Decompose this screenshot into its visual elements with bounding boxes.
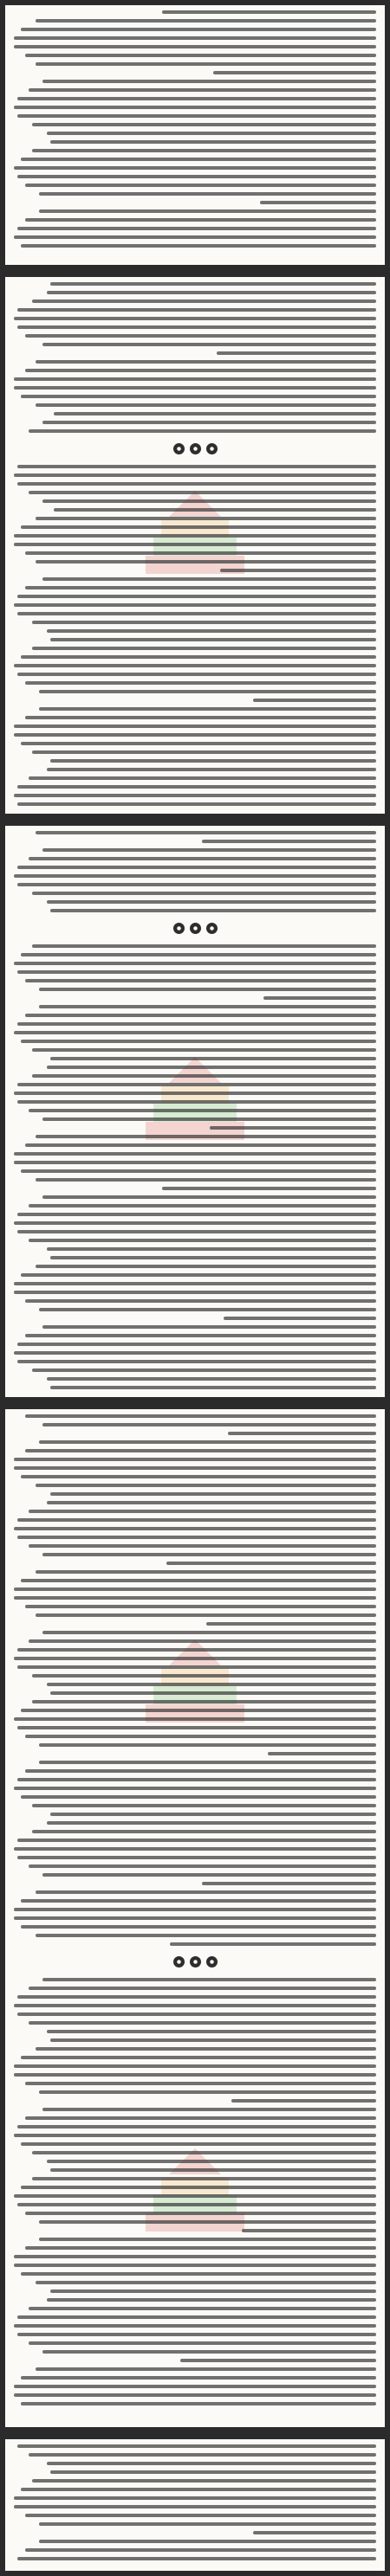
text-line-placeholder <box>32 647 376 650</box>
text-line-placeholder <box>42 848 376 852</box>
text-line-placeholder <box>29 429 376 433</box>
text-line-placeholder <box>14 1152 376 1156</box>
text-line-placeholder <box>32 299 376 303</box>
text-line-placeholder <box>21 2272 376 2276</box>
text-line-placeholder <box>32 1830 376 1833</box>
text-line-placeholder <box>17 970 376 974</box>
text-line-placeholder <box>14 2264 376 2267</box>
text-line-placeholder <box>253 2531 376 2534</box>
text-line-placeholder <box>25 2082 376 2085</box>
ornament-divider <box>173 923 218 934</box>
text-line-placeholder <box>36 2281 376 2284</box>
text-line-placeholder <box>39 2540 376 2543</box>
text-line-placeholder <box>17 2125 376 2128</box>
text-line-placeholder <box>14 2393 376 2397</box>
text-line-placeholder <box>42 343 376 346</box>
text-line-placeholder <box>14 1717 376 1721</box>
text-line-placeholder <box>42 2350 376 2354</box>
text-line-placeholder <box>166 1562 376 1565</box>
flower-ornament-icon <box>206 1956 218 1967</box>
text-line-placeholder <box>14 1787 376 1790</box>
text-line-placeholder <box>25 1414 376 1418</box>
text-line-placeholder <box>47 132 376 135</box>
text-line-placeholder <box>17 2557 376 2560</box>
text-line-placeholder <box>21 1169 376 1173</box>
text-line-placeholder <box>36 2367 376 2371</box>
text-line-placeholder <box>29 776 376 780</box>
ornament-divider <box>173 1956 218 1967</box>
text-line-placeholder <box>263 996 376 1000</box>
text-line-placeholder <box>17 802 376 806</box>
text-line-placeholder <box>14 2496 376 2500</box>
text-line-placeholder <box>39 1005 376 1008</box>
text-line-placeholder <box>17 1778 376 1781</box>
text-line-placeholder <box>21 1795 376 1799</box>
text-line-placeholder <box>21 2056 376 2059</box>
text-line-placeholder <box>36 1484 376 1487</box>
text-line-placeholder <box>25 1143 376 1147</box>
text-line-placeholder <box>36 1890 376 1894</box>
text-line-placeholder <box>220 569 376 572</box>
text-line-placeholder <box>36 1135 376 1138</box>
text-line-placeholder <box>14 1458 376 1461</box>
text-line-placeholder <box>36 1570 376 1574</box>
text-line-placeholder <box>39 2238 376 2241</box>
text-line-placeholder <box>14 2255 376 2258</box>
text-line-placeholder <box>14 1291 376 1294</box>
text-line-placeholder <box>29 2307 376 2310</box>
text-line-placeholder <box>21 1040 376 1043</box>
text-line-placeholder <box>202 1882 376 1885</box>
text-line-placeholder <box>25 1299 376 1303</box>
text-line-placeholder <box>21 1925 376 1929</box>
text-line-placeholder <box>32 1368 376 1372</box>
text-line-placeholder <box>25 1014 376 1017</box>
text-line-placeholder <box>39 1440 376 1444</box>
text-line-placeholder <box>14 235 376 239</box>
text-line-placeholder <box>36 1265 376 1268</box>
text-line-placeholder <box>17 325 376 329</box>
text-line-placeholder <box>36 360 376 364</box>
text-line-placeholder <box>47 2030 376 2033</box>
text-line-placeholder <box>21 28 376 31</box>
text-line-placeholder <box>14 1351 376 1355</box>
flower-ornament-icon <box>206 923 218 934</box>
text-line-placeholder <box>14 377 376 381</box>
text-line-placeholder <box>14 45 376 48</box>
text-line-placeholder <box>21 1899 376 1903</box>
text-line-placeholder <box>42 1325 376 1329</box>
page-3-text <box>14 831 376 1392</box>
text-line-placeholder <box>47 291 376 294</box>
text-line-placeholder <box>17 1360 376 1363</box>
text-line-placeholder <box>25 1769 376 1773</box>
text-line-placeholder <box>39 2220 376 2224</box>
text-line-placeholder <box>29 1239 376 1242</box>
text-line-placeholder <box>14 2134 376 2137</box>
text-line-placeholder <box>17 1518 376 1522</box>
text-line-placeholder <box>32 149 376 152</box>
text-line-placeholder <box>17 1665 376 1669</box>
text-line-placeholder <box>21 2186 376 2189</box>
text-line-placeholder <box>206 1622 376 1626</box>
text-line-placeholder <box>21 2402 376 2405</box>
text-line-placeholder <box>21 158 376 161</box>
text-line-placeholder <box>36 403 376 407</box>
text-line-placeholder <box>14 543 376 546</box>
text-line-placeholder <box>36 19 376 23</box>
text-line-placeholder <box>42 1873 376 1877</box>
text-line-placeholder <box>32 621 376 624</box>
text-line-placeholder <box>50 1256 376 1259</box>
text-line-placeholder <box>17 114 376 118</box>
text-line-placeholder <box>21 244 376 248</box>
text-line-placeholder <box>50 282 376 286</box>
text-line-placeholder <box>39 1308 376 1311</box>
text-line-placeholder <box>17 2315 376 2319</box>
text-line-placeholder <box>25 54 376 57</box>
text-line-placeholder <box>14 2194 376 2198</box>
text-line-placeholder <box>29 1109 376 1112</box>
text-line-placeholder <box>50 1492 376 1496</box>
text-line-placeholder <box>36 560 376 564</box>
text-line-placeholder <box>29 88 376 92</box>
text-line-placeholder <box>21 395 376 398</box>
text-line-placeholder <box>47 1066 376 1069</box>
text-line-placeholder <box>47 1501 376 1504</box>
page-2-text <box>14 282 376 808</box>
text-line-placeholder <box>213 71 376 74</box>
text-line-placeholder <box>17 1856 376 1859</box>
text-line-placeholder <box>170 1942 376 1946</box>
page-2 <box>5 277 385 814</box>
text-line-placeholder <box>25 1735 376 1738</box>
text-line-placeholder <box>14 2064 376 2068</box>
text-line-placeholder <box>50 638 376 641</box>
text-line-placeholder <box>50 2470 376 2474</box>
text-line-placeholder <box>32 2479 376 2483</box>
text-line-placeholder <box>25 218 376 222</box>
text-line-placeholder <box>17 673 376 676</box>
text-line-placeholder <box>42 577 376 581</box>
text-line-placeholder <box>39 209 376 213</box>
page-1 <box>5 5 385 265</box>
text-line-placeholder <box>47 1683 376 1686</box>
text-line-placeholder <box>50 759 376 763</box>
text-line-placeholder <box>17 2444 376 2448</box>
text-line-placeholder <box>17 1648 376 1652</box>
text-line-placeholder <box>29 1864 376 1868</box>
text-line-placeholder <box>36 831 376 834</box>
flower-ornament-icon <box>173 443 185 454</box>
flower-ornament-icon <box>173 1956 185 1967</box>
text-line-placeholder <box>17 1536 376 1539</box>
text-line-placeholder <box>50 2038 376 2042</box>
flower-ornament-icon <box>190 923 201 934</box>
text-line-placeholder <box>42 1978 376 1981</box>
text-line-placeholder <box>25 369 376 372</box>
text-line-placeholder <box>42 499 376 503</box>
text-line-placeholder <box>14 664 376 667</box>
text-line-placeholder <box>39 1761 376 1764</box>
text-line-placeholder <box>17 1343 376 1346</box>
page-3 <box>5 826 385 1397</box>
flower-ornament-icon <box>190 443 201 454</box>
text-line-placeholder <box>14 534 376 538</box>
text-line-placeholder <box>14 1092 376 1095</box>
text-line-placeholder <box>50 909 376 912</box>
text-line-placeholder <box>17 1100 376 1104</box>
text-line-placeholder <box>14 874 376 878</box>
text-line-placeholder <box>32 1674 376 1678</box>
text-line-placeholder <box>36 62 376 66</box>
text-line-placeholder <box>47 1821 376 1825</box>
text-line-placeholder <box>29 1544 376 1548</box>
text-line-placeholder <box>17 465 376 468</box>
text-line-placeholder <box>17 227 376 230</box>
text-line-placeholder <box>29 1987 376 1990</box>
text-line-placeholder <box>50 1386 376 1389</box>
text-line-placeholder <box>14 2073 376 2077</box>
text-line-placeholder <box>14 603 376 607</box>
text-line-placeholder <box>42 1631 376 1634</box>
text-line-placeholder <box>36 1934 376 1937</box>
text-line-placeholder <box>32 892 376 895</box>
text-line-placeholder <box>14 724 376 728</box>
page-5-text <box>14 2444 376 2566</box>
text-line-placeholder <box>29 1639 376 1643</box>
text-line-placeholder <box>32 2151 376 2154</box>
text-line-placeholder <box>21 2142 376 2146</box>
text-line-placeholder <box>231 2099 376 2103</box>
text-line-placeholder <box>14 1161 376 1164</box>
text-line-placeholder <box>36 1178 376 1182</box>
text-line-placeholder <box>17 612 376 615</box>
text-line-placeholder <box>42 1423 376 1426</box>
text-line-placeholder <box>21 1579 376 1582</box>
text-line-placeholder <box>21 742 376 745</box>
text-line-placeholder <box>17 482 376 486</box>
text-line-placeholder <box>39 1743 376 1747</box>
flower-ornament-icon <box>173 923 185 934</box>
text-line-placeholder <box>14 1466 376 1470</box>
text-line-placeholder <box>36 1613 376 1617</box>
text-line-placeholder <box>180 2359 376 2362</box>
text-line-placeholder <box>217 351 376 355</box>
text-line-placeholder <box>21 655 376 659</box>
text-line-placeholder <box>25 681 376 685</box>
text-line-placeholder <box>47 2462 376 2465</box>
text-line-placeholder <box>268 1752 376 1755</box>
text-line-placeholder <box>32 1700 376 1703</box>
text-line-placeholder <box>25 1605 376 1608</box>
text-line-placeholder <box>54 508 376 512</box>
text-line-placeholder <box>21 1475 376 1478</box>
text-line-placeholder <box>210 1126 376 1130</box>
text-line-placeholder <box>17 2333 376 2336</box>
text-line-placeholder <box>25 1449 376 1452</box>
text-line-placeholder <box>25 979 376 982</box>
text-line-placeholder <box>39 707 376 711</box>
text-line-placeholder <box>14 1596 376 1600</box>
text-line-placeholder <box>47 900 376 904</box>
text-line-placeholder <box>162 1187 376 1190</box>
text-line-placeholder <box>47 1377 376 1381</box>
text-line-placeholder <box>50 2168 376 2172</box>
text-line-placeholder <box>17 97 376 100</box>
text-line-placeholder <box>42 1195 376 1199</box>
text-line-placeholder <box>25 716 376 719</box>
text-line-placeholder <box>42 1553 376 1556</box>
text-line-placeholder <box>14 1587 376 1591</box>
text-line-placeholder <box>29 1204 376 1208</box>
text-line-placeholder <box>54 412 376 415</box>
text-line-placeholder <box>29 2341 376 2345</box>
text-line-placeholder <box>17 1726 376 1729</box>
text-line-placeholder <box>17 785 376 789</box>
page-4-text <box>14 1414 376 2422</box>
text-line-placeholder <box>39 2522 376 2526</box>
text-line-placeholder <box>14 106 376 109</box>
text-line-placeholder <box>29 857 376 860</box>
text-line-placeholder <box>25 334 376 338</box>
text-line-placeholder <box>14 962 376 965</box>
text-line-placeholder <box>29 1510 376 1513</box>
text-line-placeholder <box>32 944 376 948</box>
text-line-placeholder <box>25 1334 376 1337</box>
text-line-placeholder <box>14 794 376 797</box>
page-1-text <box>14 10 376 260</box>
text-line-placeholder <box>17 1022 376 1026</box>
page-4 <box>5 1409 385 2427</box>
text-line-placeholder <box>39 690 376 693</box>
text-line-placeholder <box>17 1995 376 1999</box>
text-line-placeholder <box>47 629 376 633</box>
text-line-placeholder <box>14 36 376 40</box>
text-line-placeholder <box>39 192 376 196</box>
text-line-placeholder <box>21 1273 376 1277</box>
text-line-placeholder <box>253 699 376 702</box>
text-line-placeholder <box>32 1804 376 1807</box>
text-line-placeholder <box>36 2047 376 2051</box>
text-line-placeholder <box>42 2108 376 2111</box>
text-line-placeholder <box>50 1813 376 1816</box>
text-line-placeholder <box>21 953 376 956</box>
text-line-placeholder <box>47 2298 376 2302</box>
text-line-placeholder <box>14 1527 376 1530</box>
text-line-placeholder <box>29 2021 376 2025</box>
text-line-placeholder <box>14 1916 376 1920</box>
text-line-placeholder <box>25 551 376 555</box>
text-line-placeholder <box>29 491 376 494</box>
text-line-placeholder <box>202 840 376 843</box>
text-line-placeholder <box>32 750 376 754</box>
text-line-placeholder <box>14 733 376 737</box>
text-line-placeholder <box>50 1691 376 1695</box>
text-line-placeholder <box>32 1074 376 1078</box>
text-line-placeholder <box>14 166 376 170</box>
text-line-placeholder <box>47 768 376 771</box>
text-line-placeholder <box>32 2177 376 2180</box>
text-line-placeholder <box>25 586 376 589</box>
text-line-placeholder <box>47 1247 376 1251</box>
text-line-placeholder <box>242 2229 376 2232</box>
flower-ornament-icon <box>190 1956 201 1967</box>
text-line-placeholder <box>14 2324 376 2328</box>
text-line-placeholder <box>36 517 376 520</box>
text-line-placeholder <box>14 317 376 320</box>
page-5 <box>5 2439 385 2571</box>
text-line-placeholder <box>17 1213 376 1216</box>
ornament-divider <box>173 443 218 454</box>
text-line-placeholder <box>25 2548 376 2552</box>
text-line-placeholder <box>162 10 376 14</box>
text-line-placeholder <box>25 2212 376 2215</box>
text-line-placeholder <box>21 2376 376 2380</box>
text-line-placeholder <box>17 2012 376 2016</box>
text-line-placeholder <box>29 2453 376 2457</box>
text-line-placeholder <box>14 1847 376 1851</box>
text-line-placeholder <box>14 1031 376 1034</box>
text-line-placeholder <box>260 201 376 204</box>
text-line-placeholder <box>32 1048 376 1052</box>
text-line-placeholder <box>42 80 376 83</box>
text-line-placeholder <box>25 2514 376 2517</box>
text-line-placeholder <box>21 1709 376 1712</box>
text-line-placeholder <box>50 2289 376 2293</box>
text-line-placeholder <box>50 1057 376 1060</box>
text-line-placeholder <box>39 988 376 991</box>
text-line-placeholder <box>17 308 376 312</box>
text-line-placeholder <box>17 1083 376 1086</box>
text-line-placeholder <box>14 1221 376 1225</box>
text-line-placeholder <box>17 595 376 598</box>
text-line-placeholder <box>14 2505 376 2508</box>
text-line-placeholder <box>224 1317 376 1320</box>
text-line-placeholder <box>21 525 376 529</box>
text-line-placeholder <box>25 2116 376 2120</box>
text-line-placeholder <box>17 1839 376 1842</box>
text-line-placeholder <box>14 2004 376 2007</box>
text-line-placeholder <box>14 1657 376 1660</box>
text-line-placeholder <box>42 1117 376 1121</box>
text-line-placeholder <box>21 2488 376 2491</box>
text-line-placeholder <box>47 2160 376 2163</box>
text-line-placeholder <box>14 473 376 477</box>
flower-ornament-icon <box>206 443 218 454</box>
text-line-placeholder <box>17 175 376 178</box>
text-line-placeholder <box>14 1908 376 1911</box>
text-line-placeholder <box>17 1230 376 1233</box>
text-line-placeholder <box>39 2090 376 2094</box>
text-line-placeholder <box>25 2246 376 2250</box>
text-line-placeholder <box>17 883 376 886</box>
text-line-placeholder <box>42 421 376 424</box>
text-line-placeholder <box>17 2203 376 2206</box>
text-line-placeholder <box>14 1282 376 1285</box>
text-line-placeholder <box>32 123 376 126</box>
text-line-placeholder <box>25 184 376 187</box>
text-line-placeholder <box>14 2385 376 2388</box>
text-line-placeholder <box>228 1432 376 1435</box>
text-line-placeholder <box>50 140 376 144</box>
text-line-placeholder <box>14 386 376 390</box>
text-line-placeholder <box>17 866 376 869</box>
